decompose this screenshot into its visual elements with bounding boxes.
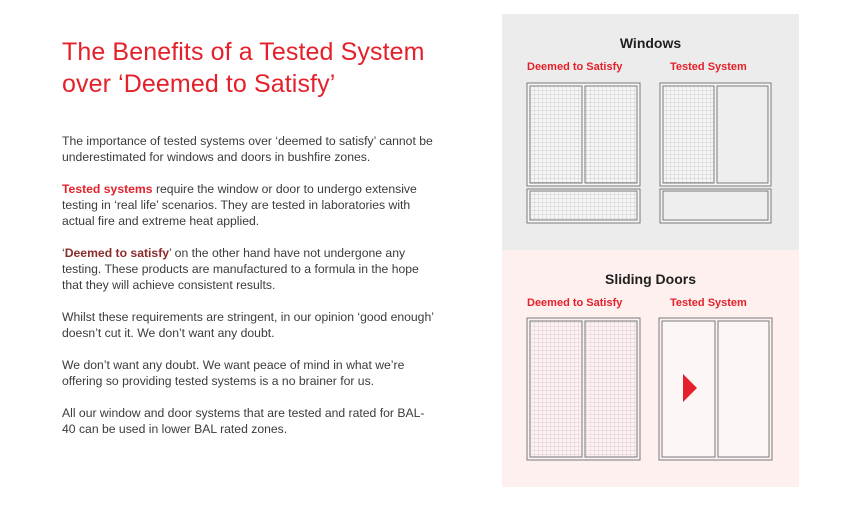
doors-deemed-label: Deemed to Satisfy (527, 297, 623, 309)
windows-tested-label: Tested System (670, 61, 747, 73)
deemed-text: ’ on the other hand have not undergone any testing. These products are manufactured to a formula in the hope that they will achieve consistent results. (62, 246, 419, 292)
tested-systems-highlight: Tested systems (62, 182, 153, 196)
deemed-open-quote: ‘ (62, 246, 65, 260)
mesh-screen-icon (530, 321, 582, 457)
mesh-screen-icon (585, 86, 637, 183)
page-title-line1: The Benefits of a Tested System (62, 38, 425, 66)
doors-tested-label: Tested System (670, 297, 747, 309)
deemed-highlight: Deemed to satisfy (64, 246, 170, 260)
mesh-screen-icon (530, 86, 582, 183)
tested-door (659, 318, 772, 460)
peace-of-mind-paragraph: We don’t want any doubt. We want peace of mind in what we’re offering so providing tested systems is a no brainer for us. (62, 358, 405, 388)
mesh-screen-icon (585, 321, 637, 457)
bal-paragraph: All our window and door systems that are tested and rated for BAL-40 can be used in lower BAL rated zones. (62, 406, 425, 436)
windows-title: Windows (619, 35, 682, 51)
windows-diagram (502, 14, 799, 250)
tested-systems-paragraph (62, 181, 434, 229)
page-title (62, 36, 434, 100)
tested-systems-text: require the window or door to undergo extensive testing in ‘real life’ scenarios. They are tested in laboratories with actual fire and extreme heat applied. (62, 182, 417, 228)
stringent-paragraph: Whilst these requirements are stringent, in our opinion ‘good enough’ doesn’t cut it. We don’t want any doubt. (62, 310, 434, 340)
windows-panel (502, 14, 799, 250)
sliding-doors-title: Sliding Doors (605, 271, 696, 287)
mesh-screen-icon (663, 86, 714, 183)
deemed-door (527, 318, 640, 460)
deemed-paragraph (62, 245, 434, 293)
doors-diagram (502, 250, 799, 487)
mesh-screen-icon (530, 191, 637, 220)
tested-window (660, 83, 771, 223)
page-title-line2: over ‘Deemed to Satisfy’ (62, 70, 336, 98)
intro-paragraph: The importance of tested systems over ‘deemed to satisfy’ cannot be underestimated for windows and doors in bushfire zones. (62, 134, 433, 164)
text-column (62, 36, 434, 437)
deemed-window (527, 83, 640, 223)
windows-deemed-label: Deemed to Satisfy (527, 61, 623, 73)
sliding-doors-panel (502, 250, 799, 487)
